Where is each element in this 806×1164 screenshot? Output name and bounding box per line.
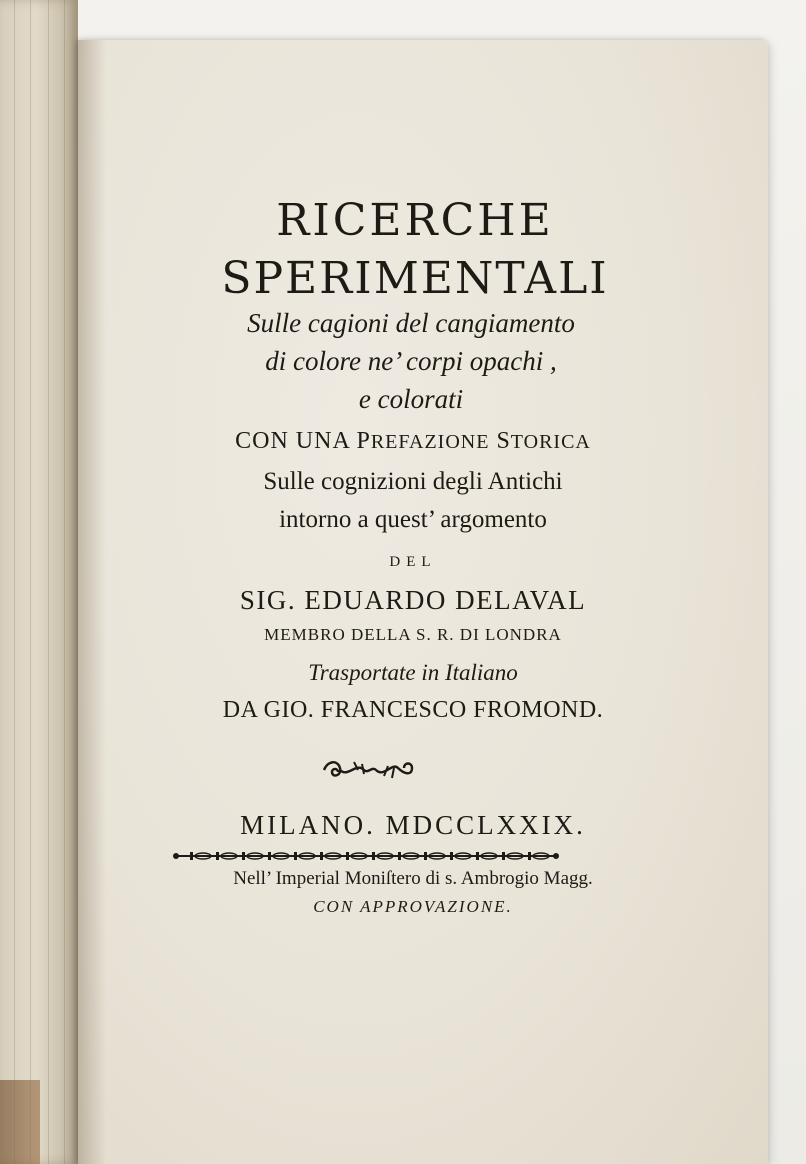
title-line-1: RICERCHE: [276, 195, 554, 246]
book-binding: [0, 1080, 40, 1164]
preface-con-una: CON UNA: [235, 428, 357, 454]
translated-line: Trasportate in Italiano: [308, 660, 518, 685]
del-label: DEL: [389, 554, 437, 570]
page-edge-line: [30, 0, 31, 1164]
preface-torica: TORICA: [510, 431, 591, 453]
author-name: SIG. EDUARDO DELAVAL: [239, 585, 587, 615]
preface-refazione: REFAZIONE: [370, 431, 490, 453]
preface-s: S: [496, 428, 511, 454]
title-line-2: SPERIMENTALI: [221, 253, 609, 304]
cognizioni-line-2: intorno a quest’ argomento: [279, 506, 547, 533]
approval-line: CON APPROVAZIONE.: [313, 897, 513, 916]
chain-rule-icon: [170, 850, 562, 862]
page-edge-line: [14, 0, 15, 1164]
printer-ornament-icon: [318, 756, 418, 784]
page-edge-line: [48, 0, 49, 1164]
title-page: [78, 40, 768, 1164]
imprint-place-year: MILANO. MDCCLXXIX.: [240, 810, 586, 840]
subtitle-line-1: Sulle cagioni del cangiamento: [247, 308, 575, 338]
subtitle-line-3: e colorati: [358, 384, 464, 414]
printer-line: Nell’ Imperial Moniſtero di s. Ambrogio Magg.: [233, 868, 593, 889]
preface-p: P: [356, 428, 371, 454]
author-membership: MEMBRO DELLA S. R. DI LONDRA: [264, 625, 562, 644]
translator-name: DA GIO. FRANCESCO FROMOND.: [222, 697, 604, 723]
cognizioni-line-1: Sulle cognizioni degli Antichi: [263, 468, 563, 495]
page-edge-line: [64, 0, 65, 1164]
subtitle-line-2: di colore ne’ corpi opachi ,: [265, 346, 557, 376]
preface-line: [68, 428, 758, 455]
book-fore-edge: [0, 0, 78, 1164]
